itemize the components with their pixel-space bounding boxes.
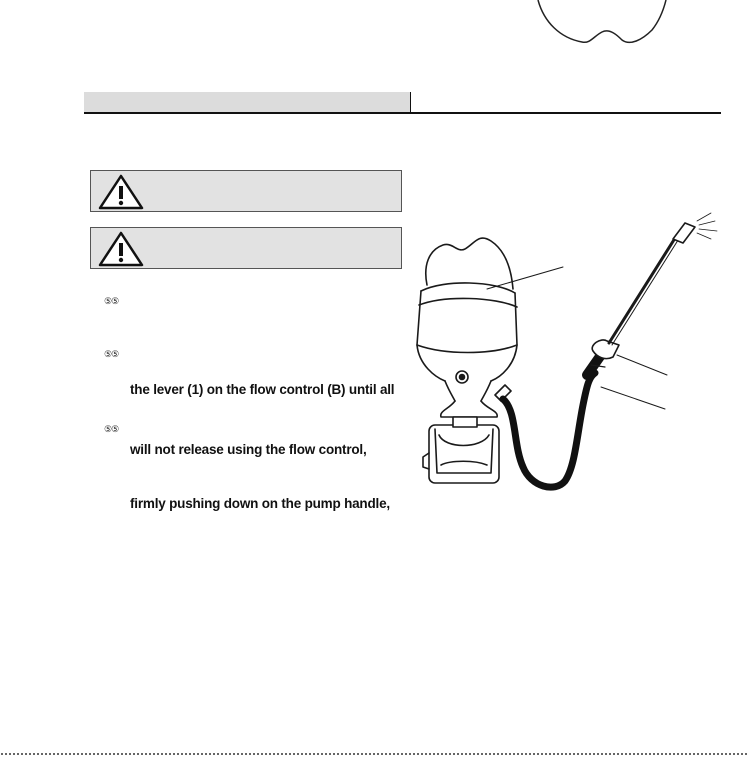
instruction-line-1: the lever (1) on the flow control (B) until all [130, 382, 395, 397]
instruction-line-3: firmly pushing down on the pump handle, [130, 496, 390, 511]
bullet-marker-1: ⑤⑤ [104, 296, 119, 306]
warning-box-2 [90, 227, 402, 269]
warning-triangle-icon [97, 230, 145, 268]
section-header-rule [84, 112, 721, 114]
warning-box-1 [90, 170, 402, 212]
bullet-marker-2: ⑤⑤ [104, 349, 119, 359]
section-header-divider [410, 92, 411, 112]
section-header-bar [84, 92, 721, 114]
warning-triangle-icon [97, 173, 145, 211]
bullet-marker-3: ⑤⑤ [104, 424, 119, 434]
sprayer-illustration [405, 205, 745, 515]
top-tank-illustration [530, 0, 680, 50]
instruction-line-2: will not release using the flow control, [130, 442, 367, 457]
section-header-shade [84, 92, 410, 112]
bottom-dotted-border [0, 753, 747, 755]
